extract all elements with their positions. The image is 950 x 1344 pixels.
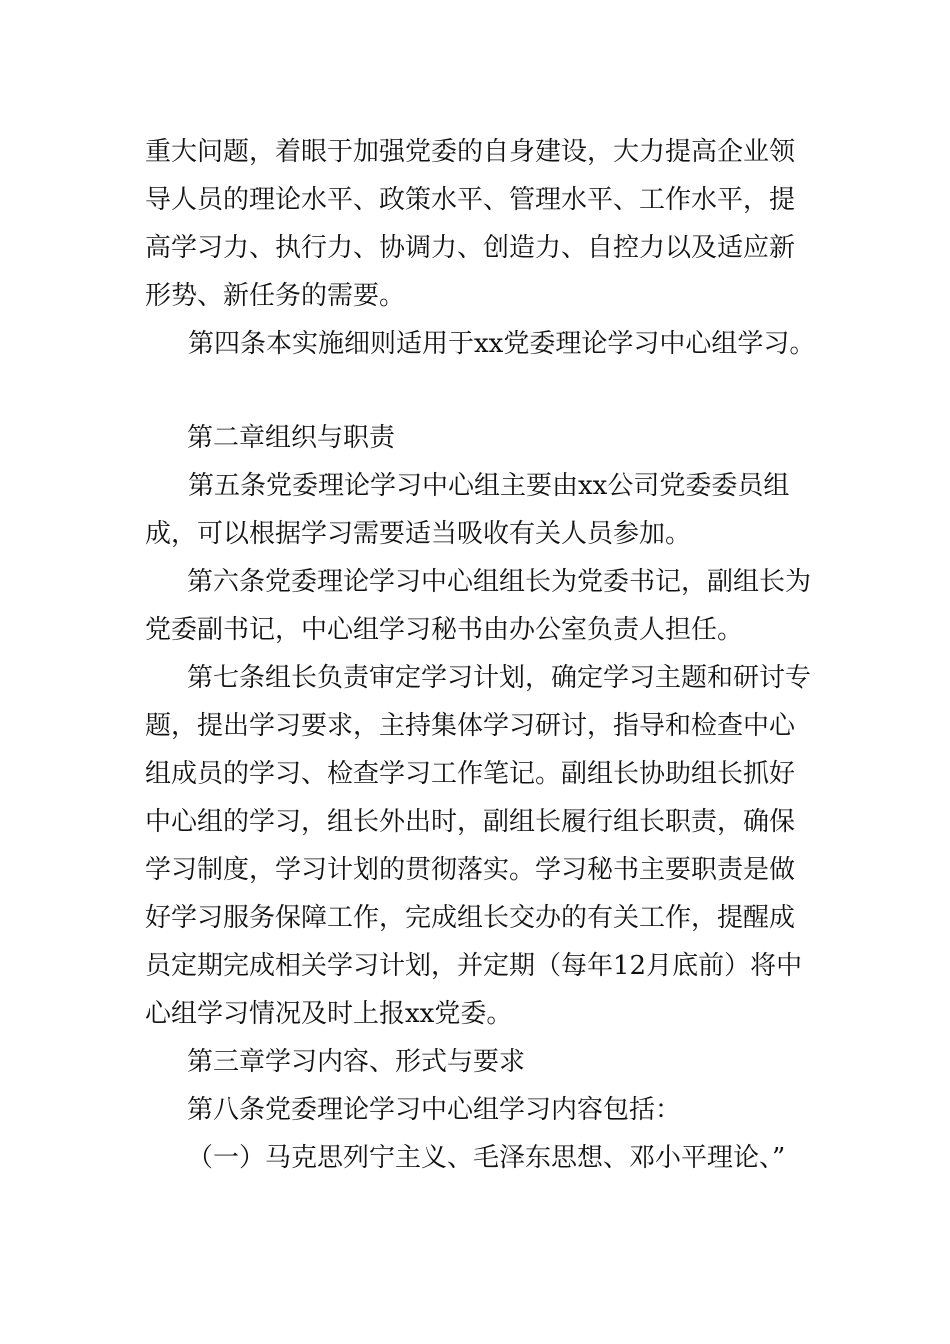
text-line: 重大问题，着眼于加强党委的自身建设，大力提高企业领 — [145, 137, 796, 167]
list-item-1: （一）马克思列宁主义、毛泽东思想、邓小平理论、” — [187, 1143, 786, 1173]
text-line: 高学习力、执行力、协调力、创造力、自控力以及适应新 — [145, 233, 796, 263]
text-line: 组成员的学习、检查学习工作笔记。副组长协助组长抓好 — [145, 759, 796, 789]
chapter-2-heading: 第二章组织与职责 — [187, 423, 396, 453]
text-line: 学习制度，学习计划的贯彻落实。学习秘书主要职责是做 — [145, 855, 796, 885]
text-line: 中心组的学习，组长外出时，副组长履行组长职责，确保 — [145, 807, 796, 837]
article-7: 第七条组长负责审定学习计划，确定学习主题和研讨专 — [187, 663, 812, 693]
text-line: 好学习服务保障工作，完成组长交办的有关工作，提醒成 — [145, 903, 796, 933]
document-body — [145, 128, 825, 1182]
text-line: 题，提出学习要求，主持集体学习研讨，指导和检查中心 — [145, 711, 796, 741]
text-line: 形势、新任务的需要。 — [145, 281, 406, 311]
text-line: 心组学习情况及时上报xx党委。 — [145, 999, 513, 1029]
text-line: 党委副书记，中心组学习秘书由办公室负责人担任。 — [145, 615, 744, 645]
text-line: 导人员的理论水平、政策水平、管理水平、工作水平，提 — [145, 185, 796, 215]
paragraph-gap — [145, 368, 825, 414]
article-4: 第四条本实施细则适用于xx党委理论学习中心组学习。 — [188, 329, 816, 359]
text-line: 员定期完成相关学习计划，并定期（每年12月底前）将中 — [145, 951, 803, 981]
article-5: 第五条党委理论学习中心组主要由xx公司党委委员组 — [188, 471, 790, 501]
text-line: 成，可以根据学习需要适当吸收有关人员参加。 — [145, 519, 692, 549]
article-8: 第八条党委理论学习中心组学习内容包括： — [187, 1095, 682, 1125]
chapter-3-heading: 第三章学习内容、形式与要求 — [187, 1047, 526, 1077]
article-6: 第六条党委理论学习中心组组长为党委书记，副组长为 — [187, 567, 812, 597]
